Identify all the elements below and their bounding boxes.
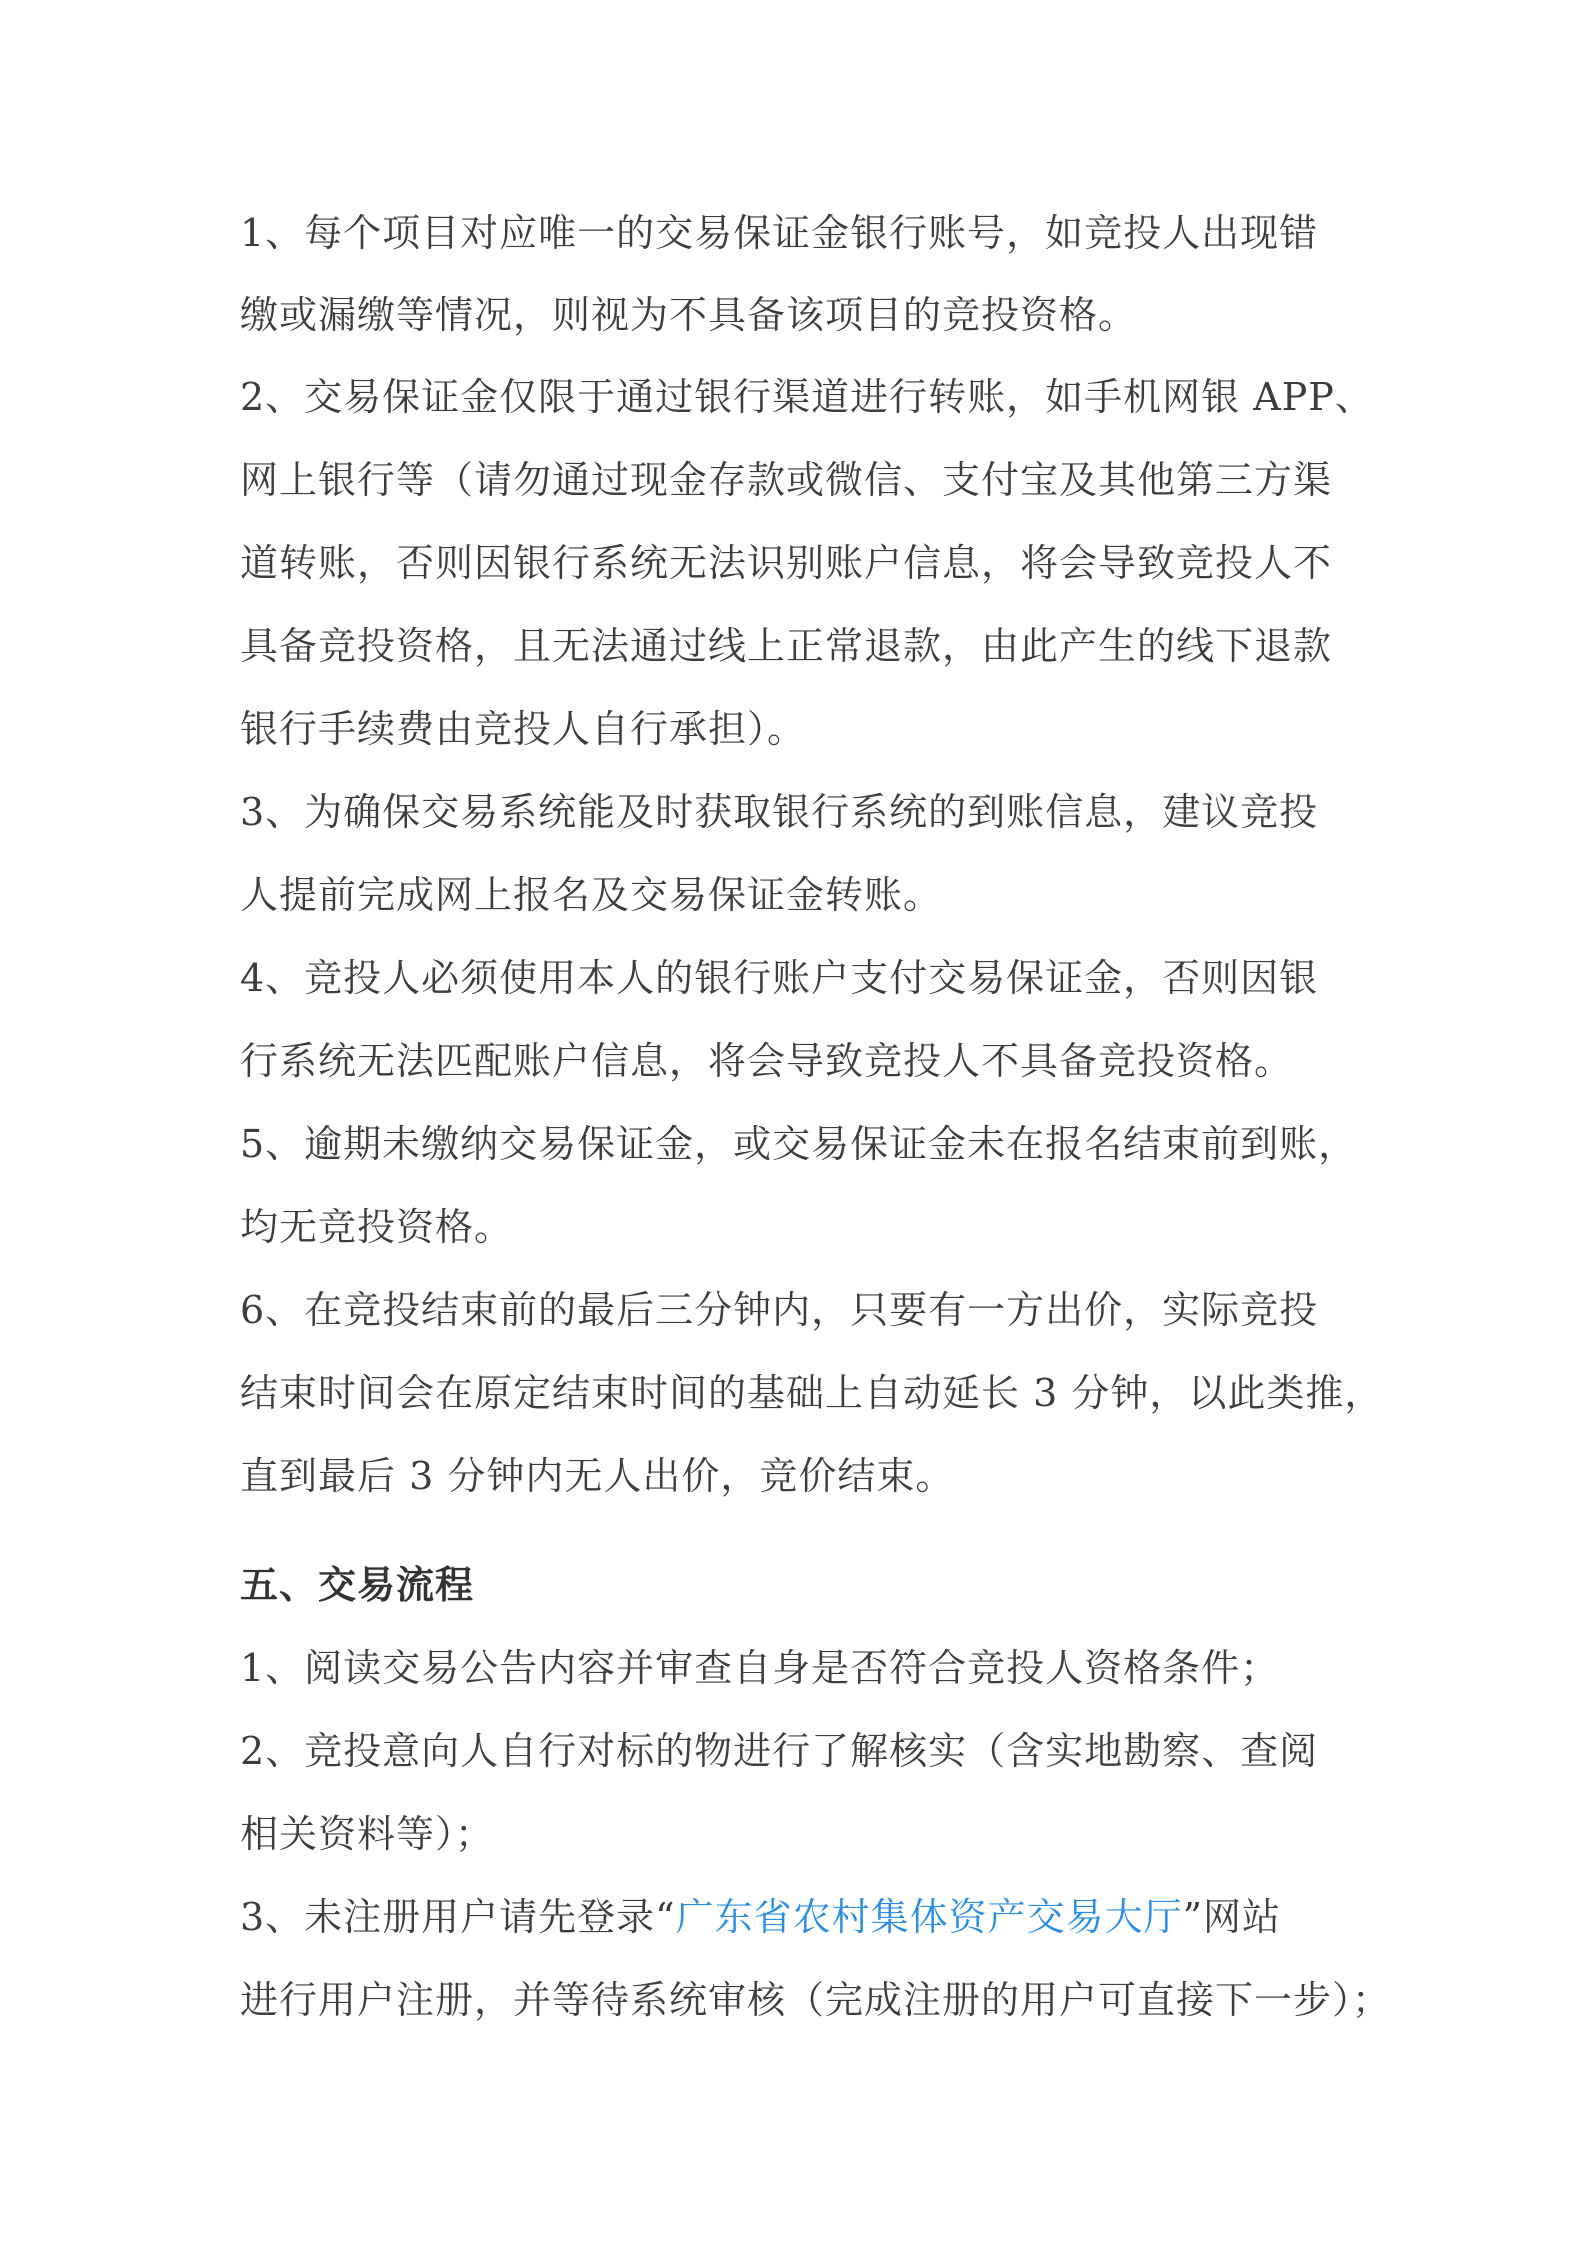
item-5-line-1: 5、逾期未缴纳交易保证金，或交易保证金未在报名结束前到账， (240, 1122, 1358, 1166)
item-1-line-1: 1、每个项目对应唯一的交易保证金银行账号，如竞投人出现错 (240, 211, 1319, 255)
item-6-line-1: 6、在竞投结束前的最后三分钟内，只要有一方出价，实际竞投 (240, 1288, 1319, 1332)
step-2-line-1: 2、竞投意向人自行对标的物进行了解核实（含实地勘察、查阅 (240, 1729, 1319, 1773)
item-2-line-3: 道转账，否则因银行系统无法识别账户信息，将会导致竞投人不 (240, 541, 1333, 585)
step-3-line-2: 进行用户注册，并等待系统审核（完成注册的用户可直接下一步）； (240, 1978, 1392, 2022)
item-3-line-1: 3、为确保交易系统能及时获取银行系统的到账信息，建议竞投 (240, 790, 1319, 834)
item-5-line-2: 均无竞投资格。 (240, 1205, 514, 1249)
step-3-text-before: 3、未注册用户请先登录“ (240, 1895, 676, 1939)
step-2-line-2: 相关资料等）； (240, 1812, 495, 1856)
item-1-line-2: 缴或漏缴等情况，则视为不具备该项目的竞投资格。 (240, 293, 1138, 337)
item-2-line-4: 具备竞投资格，且无法通过线上正常退款，由此产生的线下退款 (240, 624, 1333, 668)
item-2-line-2: 网上银行等（请勿通过现金存款或微信、支付宝及其他第三方渠 (240, 458, 1333, 502)
item-6-line-2: 结束时间会在原定结束时间的基础上自动延长 3 分钟，以此类推， (240, 1371, 1384, 1415)
trading-hall-link[interactable]: 广东省农村集体资产交易大厅 (675, 1895, 1183, 1939)
item-6-line-3: 直到最后 3 分钟内无人出价，竞价结束。 (240, 1454, 955, 1498)
step-3-line-1 (240, 1892, 1281, 1942)
step-1-line-1: 1、阅读交易公告内容并审查自身是否符合竞投人资格条件； (240, 1646, 1280, 1690)
item-2-line-5: 银行手续费由竞投人自行承担）。 (240, 707, 807, 751)
section-heading: 五、交易流程 (240, 1562, 475, 1607)
item-2-line-1: 2、交易保证金仅限于通过银行渠道进行转账，如手机网银 APP、 (240, 375, 1374, 419)
step-3-text-after: ”网站 (1182, 1895, 1282, 1939)
item-3-line-2: 人提前完成网上报名及交易保证金转账。 (240, 873, 943, 917)
item-4-line-1: 4、竞投人必须使用本人的银行账户支付交易保证金，否则因银 (240, 956, 1319, 1000)
item-4-line-2: 行系统无法匹配账户信息，将会导致竞投人不具备竞投资格。 (240, 1039, 1294, 1083)
